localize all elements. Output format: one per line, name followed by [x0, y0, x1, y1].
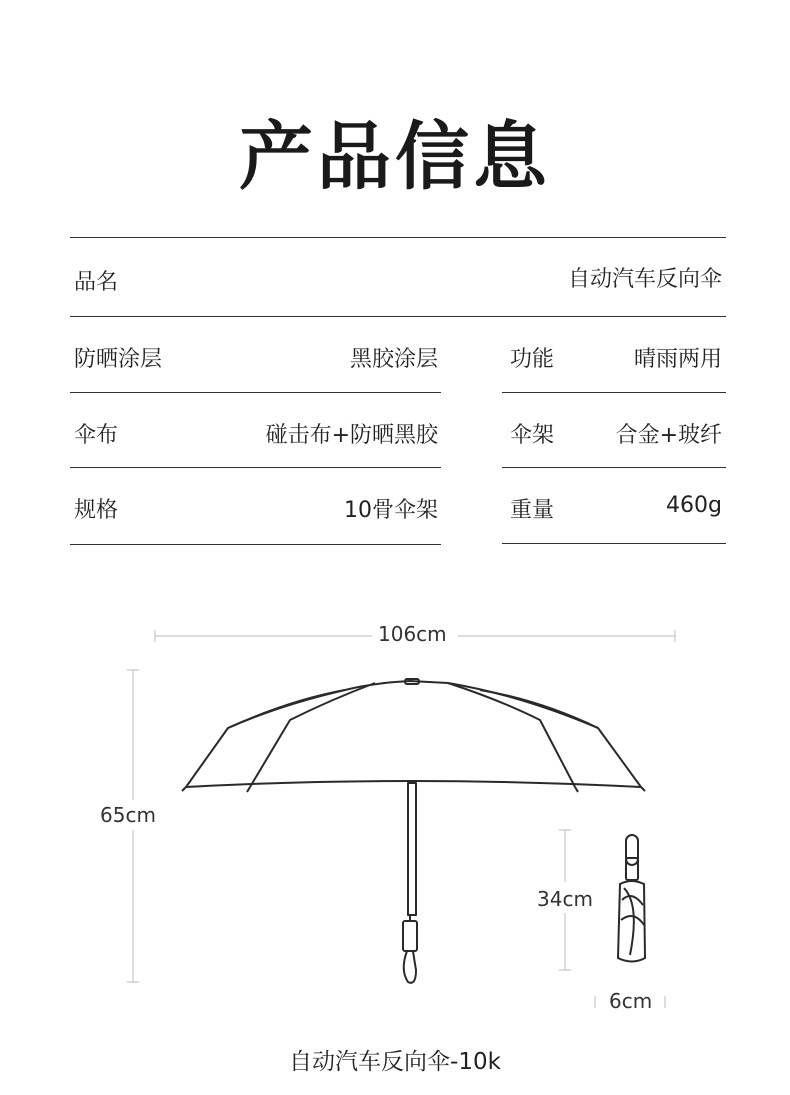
name-value: 自动汽车反向伞	[567, 267, 722, 292]
fabric-label: 伞布	[74, 423, 119, 448]
spec-label: 规格	[74, 498, 119, 523]
folded-height-label: 34cm	[537, 887, 593, 911]
open-height-label: 65cm	[100, 803, 156, 827]
frame-value: 合金+玻纤	[615, 423, 722, 448]
function-label: 功能	[510, 347, 555, 372]
name-label: 品名	[74, 270, 119, 295]
coating-value: 黑胶涂层	[349, 347, 438, 372]
spec-value: 10骨伞架	[344, 498, 438, 523]
fabric-value: 碰击布+防晒黑胶	[265, 423, 438, 448]
folded-umbrella-icon	[618, 835, 645, 962]
frame-label: 伞架	[510, 423, 555, 448]
page-title: 产品信息	[239, 114, 551, 200]
folded-width-label: 6cm	[609, 989, 653, 1013]
function-value: 晴雨两用	[633, 347, 722, 372]
weight-value: 460g	[666, 493, 722, 518]
open-umbrella-icon	[182, 679, 645, 983]
weight-label: 重量	[510, 498, 555, 523]
dimension-lines	[127, 630, 675, 1008]
product-caption: 自动汽车反向伞-10k	[289, 1049, 501, 1075]
coating-label: 防晒涂层	[74, 347, 163, 372]
open-width-label: 106cm	[378, 622, 447, 646]
